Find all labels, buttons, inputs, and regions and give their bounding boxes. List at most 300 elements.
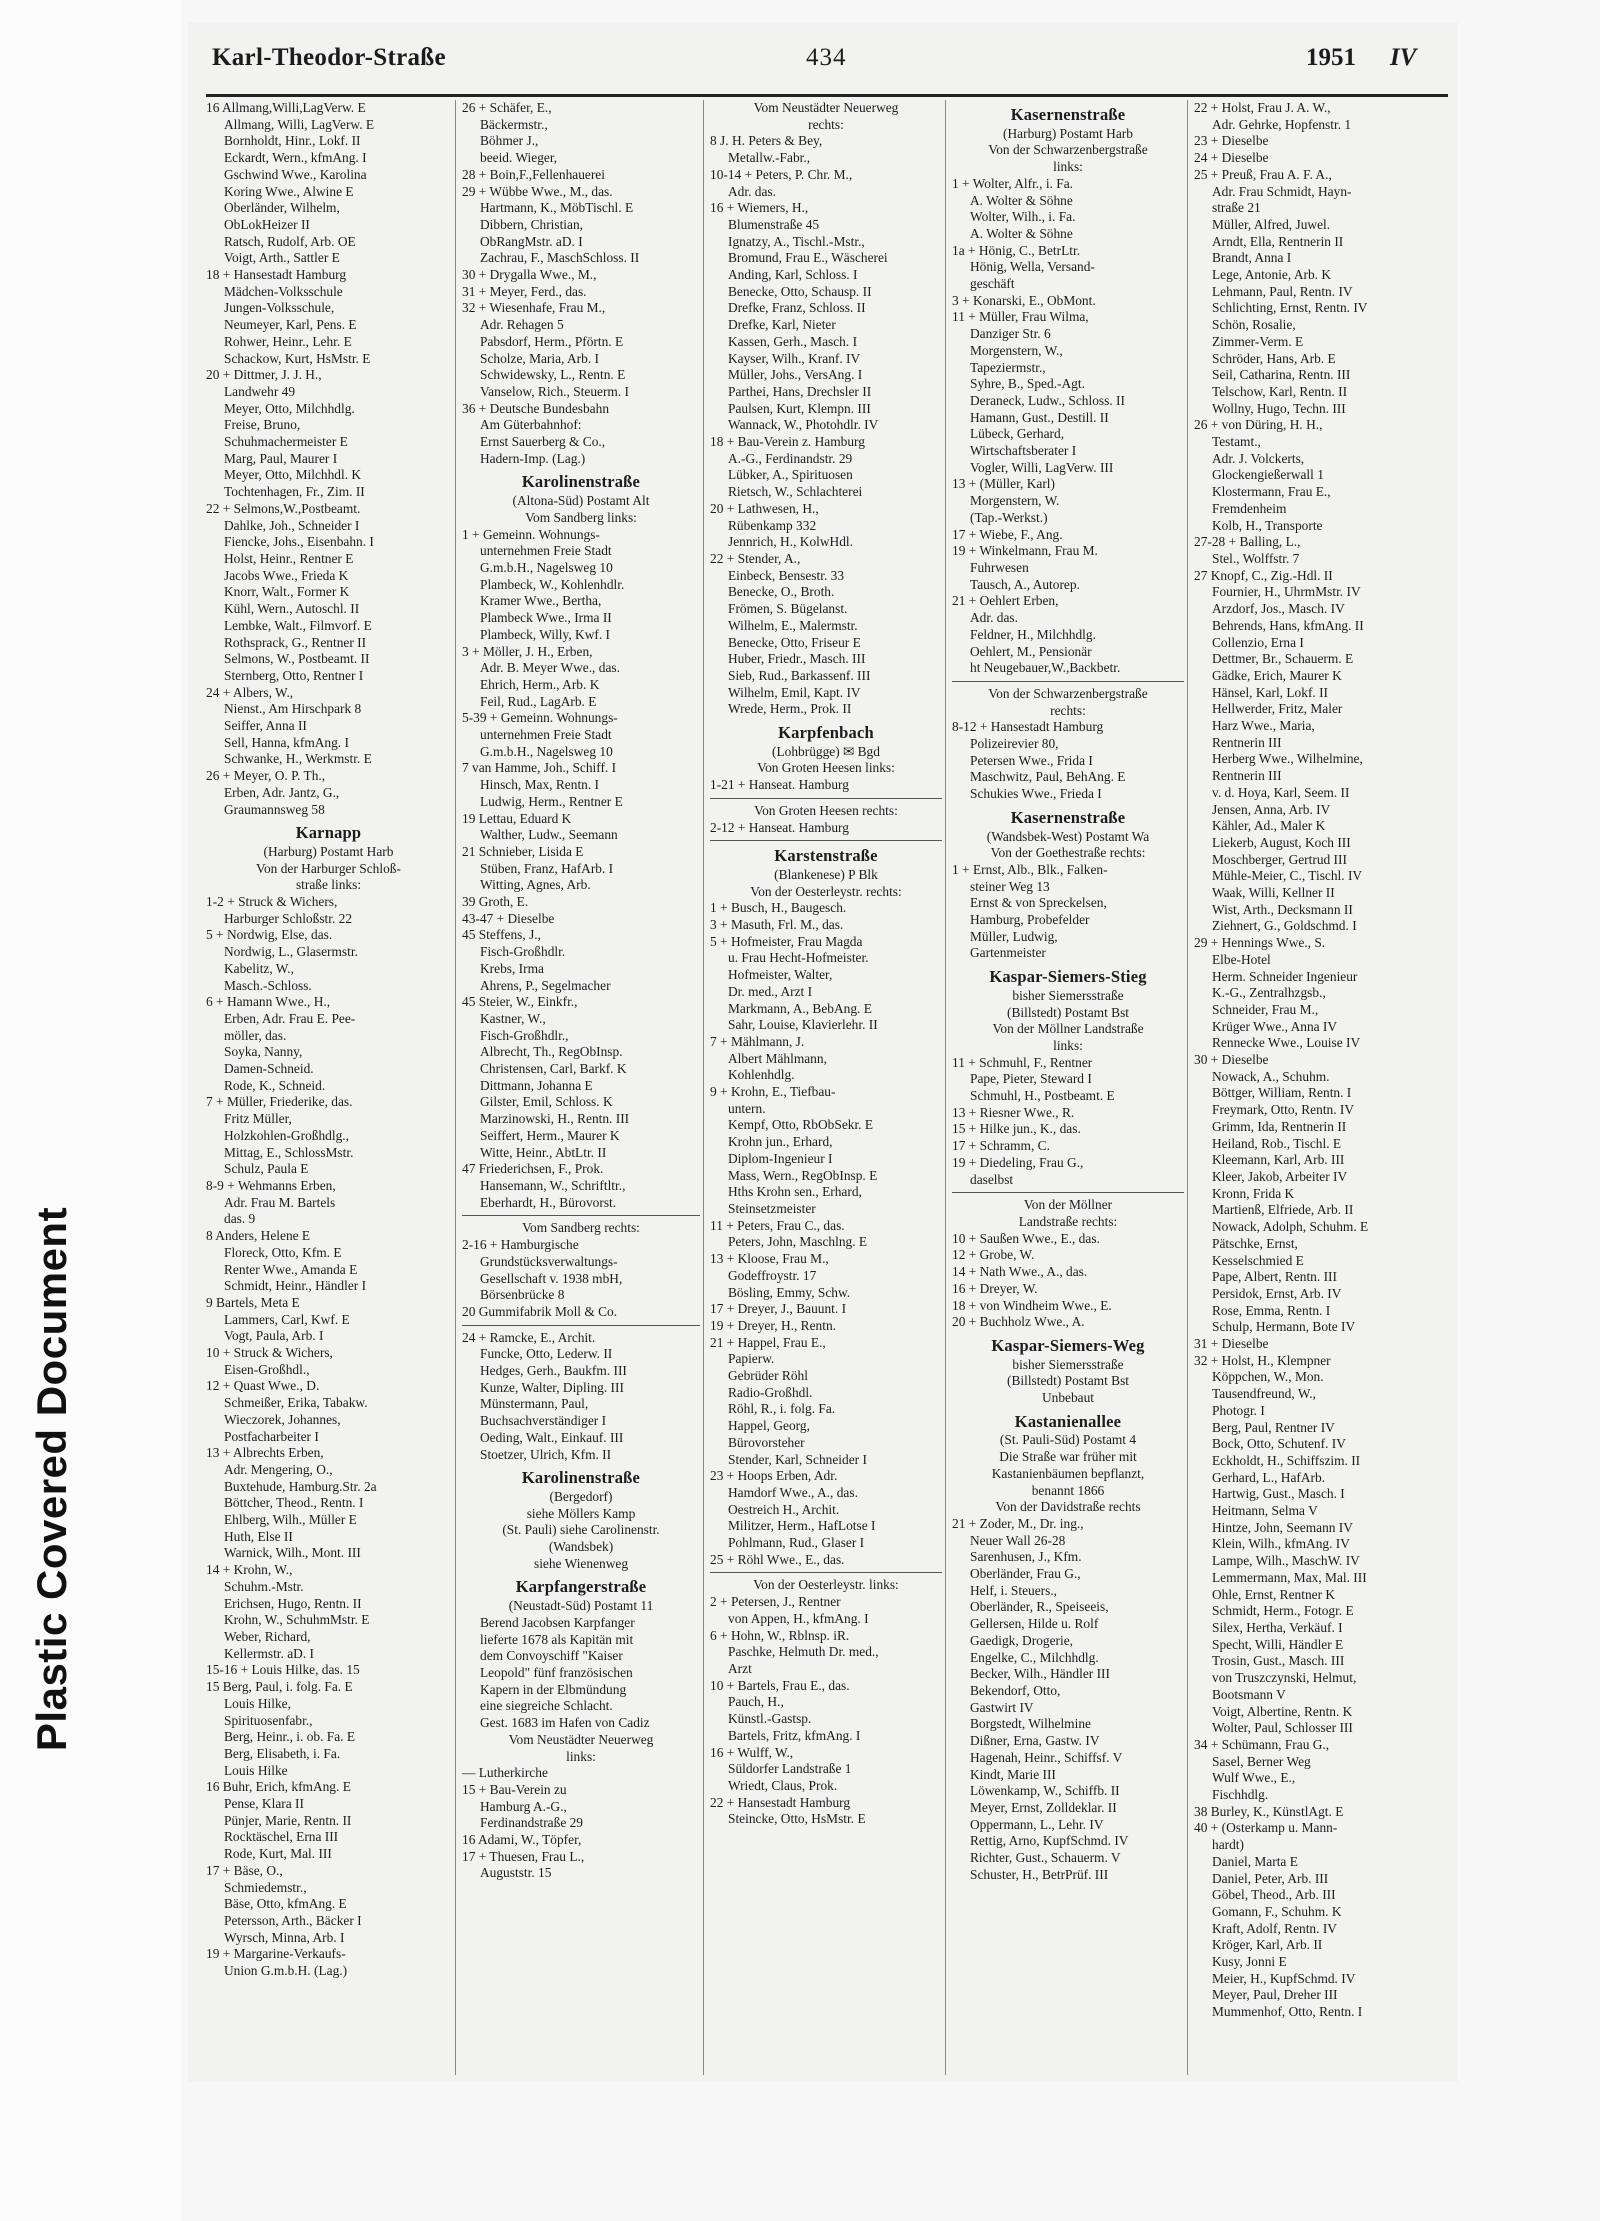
directory-entry: Plambeck, Willy, Kwf. I [480,626,610,642]
section-note: rechts: [808,116,844,132]
directory-entry: Pense, Klara II [224,1796,304,1812]
directory-entry: Morgenstern, W., [970,342,1063,358]
street-heading: Karolinenstraße [521,472,641,492]
directory-entry: 26 + Meyer, O. P. Th., [206,768,326,784]
directory-entry: Müller, Alfred, Juwel. [1212,216,1331,232]
directory-entry: 17 + Wiebe, F., Ang. [952,526,1063,542]
directory-entry: 1 + Gemeinn. Wohnungs- [462,526,600,542]
directory-entry: Berg, Elisabeth, i. Fa. [224,1745,341,1761]
directory-entry: Berend Jacobsen Karpfanger [480,1614,635,1630]
directory-entry: Berg, Paul, Rentner IV [1212,1419,1335,1435]
section-note: Von der Oesterleystr. links: [753,1577,899,1593]
directory-entry: Blumenstraße 45 [728,216,820,232]
directory-entry: Stüben, Franz, HafArb. I [480,860,614,876]
directory-entry: Persidok, Ernst, Arb. IV [1212,1285,1342,1301]
directory-entry: Schwanke, H., Werkmstr. E [224,751,372,767]
section-note: (St. Pauli-Süd) Postamt 4 [999,1432,1137,1448]
section-note: Von der Davidstraße rechts [995,1499,1141,1515]
street-heading: Kasernenstraße [1010,807,1126,827]
directory-entry: Ludwig, Herm., Rentner E [480,793,623,809]
directory-entry: Wriedt, Claus, Prok. [728,1777,838,1793]
directory-entry: Adr. J. Volckerts, [1212,450,1305,466]
directory-entry: 27-28 + Balling, L., [1194,534,1301,550]
directory-entry: Rentnerin III [1212,768,1282,784]
directory-entry: Hänsel, Karl, Lokf. II [1212,684,1329,700]
plastic-covered-label: Plastic Covered Document [28,1206,75,1752]
directory-entry: Kassen, Gerh., Masch. I [728,333,858,349]
directory-entry: Krüger Wwe., Anna IV [1212,1018,1338,1034]
directory-entry: Arzt [728,1660,752,1676]
directory-entry: Gebrüder Röhl [728,1368,808,1384]
directory-entry: Meyer, Otto, Milchhdl. K [224,467,362,483]
directory-entry: 16 + Wulff, W., [710,1744,794,1760]
column-5 [1187,100,1447,2075]
directory-entry: Gomann, F., Schuhm. K [1212,1903,1342,1919]
directory-entry: 38 Burley, K., KünstlAgt. E [1194,1803,1344,1819]
directory-entry: Künstl.-Gastsp. [728,1711,812,1727]
directory-entry: Silex, Hertha, Verkäuf. I [1212,1619,1343,1635]
directory-entry: 16 Allmang,Willi,LagVerw. E [206,100,366,115]
directory-entry: 17 + Thuesen, Frau L., [462,1848,585,1864]
directory-entry: Hamburg, Probefelder [970,912,1090,928]
directory-entry: Adr. das. [970,610,1018,626]
directory-entry: A. Wolter & Söhne [970,192,1073,208]
directory-entry: Ernst Sauerberg & Co., [480,434,606,450]
directory-entry: 47 Friederichsen, F., Prok. [462,1161,604,1177]
directory-entry: Photogr. I [1212,1402,1265,1418]
directory-entry: Kempf, Otto, RbObSekr. E [728,1117,874,1133]
directory-entry: Mummenhof, Otto, Rentn. I [1212,2004,1363,2020]
directory-entry: Richter, Gust., Schauerm. V [970,1850,1121,1866]
directory-entry: G.m.b.H., Nagelsweg 10 [480,743,613,759]
section-note: links: [1053,159,1083,175]
directory-entry: Ehlberg, Wilh., Müller E [224,1512,357,1528]
directory-entry: Adr. Gehrke, Hopfenstr. 1 [1212,116,1352,132]
directory-entry: Gilster, Emil, Schloss. K [480,1094,613,1110]
directory-entry: Sternberg, Otto, Rentner I [224,667,364,683]
directory-entry: Meier, H., KupfSchmd. IV [1212,1970,1356,1986]
section-note: (Altona-Süd) Postamt Alt [512,493,650,509]
directory-entry: Radio-Großhdl. [728,1384,813,1400]
directory-entry: Dettmer, Br., Schauerm. E [1212,651,1354,667]
directory-entry: 29 + Wübbe Wwe., M., das. [462,183,613,199]
directory-entry: 3 + Möller, J. H., Erben, [462,643,593,659]
directory-entry: Trosin, Gust., Masch. III [1212,1653,1345,1669]
directory-entry: Sasel, Berner Weg [1212,1753,1311,1769]
directory-entry: A.-G., Ferdinandstr. 29 [728,450,853,466]
directory-entry: Voigt, Albertine, Rentn. K [1212,1703,1353,1719]
directory-entry: Liekerb, August, Koch III [1212,834,1351,850]
directory-entry: Daniel, Marta E [1212,1853,1298,1869]
directory-entry: Benecke, Otto, Friseur E [728,634,861,650]
directory-entry: Harz Wwe., Maria, [1212,718,1315,734]
section-note: benannt 1866 [1031,1482,1105,1498]
directory-entry: 18 + Bau-Verein z. Hamburg [710,434,865,450]
directory-entry: 11 + Schmuhl, F., Rentner [952,1054,1093,1070]
directory-entry: unternehmen Freie Stadt [480,727,612,743]
directory-entry: dem Convoyschiff "Kaiser [480,1648,623,1664]
directory-entry: von Appen, H., kfmAng. I [728,1610,869,1626]
directory-entry: möller, das. [224,1027,287,1043]
directory-entry: Collenzio, Erna I [1212,634,1304,650]
directory-entry: Bootsmann V [1212,1686,1286,1702]
directory-entry: Hofmeister, Walter, [728,967,833,983]
directory-entry: das. 9 [224,1211,256,1227]
directory-entry: Rennecke Wwe., Louise IV [1212,1035,1361,1051]
directory-entry: Pätschke, Ernst, [1212,1235,1298,1251]
directory-entry: Hamburg A.-G., [480,1798,567,1814]
directory-entry: 22 + Holst, Frau J. A. W., [1194,100,1331,115]
directory-entry: Wilhelm, E., Malermstr. [728,617,858,633]
directory-entry: Bösling, Emmy, Schw. [728,1284,851,1300]
directory-entry: Gädke, Erich, Maurer K [1212,667,1342,683]
directory-entry: Kähler, Ad., Maler K [1212,818,1326,834]
directory-entry: 14 + Nath Wwe., A., das. [952,1264,1088,1280]
directory-entry: daselbst [970,1171,1014,1187]
street-heading: Karnapp [295,823,362,843]
directory-entry: Pape, Albert, Rentn. III [1212,1269,1337,1285]
directory-entry: Landwehr 49 [224,383,296,399]
directory-entry: Bartels, Fritz, kfmAng. I [728,1727,861,1743]
directory-entry: 23 + Dieselbe [1194,133,1269,149]
directory-entry: Lemmermann, Max, Mal. III [1212,1569,1367,1585]
directory-entry: 26 + von Düring, H. H., [1194,417,1323,433]
directory-entry: Marg, Paul, Maurer I [224,450,338,466]
directory-entry: 16 + Dreyer, W. [952,1280,1038,1296]
directory-entry: Fritz Müller, [224,1111,292,1127]
directory-entry: Einbeck, Bensestr. 33 [728,567,845,583]
directory-entry: Rode, K., Schneid. [224,1077,326,1093]
directory-entry: Polizeirevier 80, [970,736,1059,752]
directory-entry: Dittmann, Johanna E [480,1077,593,1093]
directory-entry: Schneider, Frau M., [1212,1001,1319,1017]
section-note: Unbebaut [1041,1390,1095,1406]
directory-entry: 17 + Schramm, C. [952,1138,1050,1154]
directory-entry: Wollny, Hugo, Techn. III [1212,400,1346,416]
directory-entry: Hönig, Wella, Versand- [970,259,1095,275]
directory-entry: Masch.-Schloss. [224,977,312,993]
directory-entry: Hansemann, W., Schriftltr., [480,1178,626,1193]
directory-entry: 24 + Dieselbe [1194,150,1269,166]
directory-entry: Rode, Kurt, Mal. III [224,1846,332,1862]
directory-entry: Eckardt, Wern., kfmAng. I [224,150,367,166]
directory-entry: Holzkohlen-Großhdlg., [224,1127,349,1143]
directory-entry: Papierw. [728,1351,775,1367]
directory-entry: Plambeck Wwe., Irma II [480,610,612,626]
directory-entry: 7 + Mählmann, J. [710,1033,805,1049]
directory-entry: 21 + Happel, Frau E., [710,1334,826,1350]
directory-entry: Waak, Willi, Kellner II [1212,885,1335,901]
directory-entry: Schmuhl, H., Postbeamt. E [970,1088,1115,1104]
directory-entry: v. d. Hoya, Karl, Seem. II [1212,784,1350,800]
directory-entry: Louis Hilke, [224,1695,291,1711]
directory-entry: Bäckermstr., [480,116,548,132]
directory-entry: 9 Bartels, Meta E [206,1294,300,1310]
directory-entry: Meyer, Otto, Milchhdlg. [224,400,355,416]
directory-entry: 14 + Krohn, W., [206,1562,293,1578]
directory-entry: hardt) [1212,1837,1244,1853]
directory-entry: 18 + von Windheim Wwe., E. [952,1297,1112,1313]
directory-entry: Wolter, Paul, Schlosser III [1212,1720,1353,1736]
column-2 [455,100,704,2075]
directory-entry: Pape, Pieter, Steward I [970,1071,1092,1087]
directory-entry: Kayser, Wilh., Kranf. IV [728,350,861,366]
section-rule [710,1572,942,1573]
page-number: 434 [806,44,847,71]
directory-entry: Kröger, Karl, Arb. II [1212,1937,1323,1953]
section-note: siehe Möllers Kamp [526,1505,636,1521]
directory-entry: Nordwig, L., Glasermstr. [224,944,358,960]
directory-entry: Wrede, Herm., Prok. II [728,701,852,717]
section-rule [952,1192,1184,1193]
directory-entry: 10-14 + Peters, P. Chr. M., [710,166,853,182]
directory-entry: 31 + Meyer, Ferd., das. [462,283,587,299]
directory-entry: Arndt, Ella, Rentnerin II [1212,233,1344,249]
directory-entry: Schuhmachermeister E [224,434,348,450]
directory-entry: G.m.b.H., Nagelsweg 10 [480,559,613,575]
directory-entry: Fiencke, Johs., Eisenbahn. I [224,534,374,550]
directory-entry: Adr. Rehagen 5 [480,317,564,333]
directory-entry: 24 + Ramcke, E., Archit. [462,1329,596,1345]
directory-entry: Adr. Mengering, O., [224,1461,333,1477]
directory-entry: Witte, Heinr., AbtLtr. II [480,1144,607,1160]
directory-entry: Dr. med., Arzt I [728,983,813,999]
directory-entry: Meyer, Ernst, Zolldeklar. II [970,1799,1117,1815]
directory-entry: Benecke, O., Broth. [728,584,835,600]
directory-entry: Danziger Str. 6 [970,326,1051,342]
directory-entry: Wulf Wwe., E., [1212,1770,1296,1786]
directory-entry: Scholze, Maria, Arb. I [480,350,599,366]
directory-entry: straße 21 [1212,200,1261,216]
section-note: (Wandsbek-West) Postamt Wa [986,828,1150,844]
section-note: Von der Möllner Landstraße [992,1021,1144,1037]
directory-entry: Renter Wwe., Amanda E [224,1261,358,1277]
section-note: (Harburg) Postamt Harb [1003,125,1133,141]
directory-entry: Hagenah, Heinr., Schiffsf. V [970,1749,1123,1765]
volume-number: IV [1390,44,1417,71]
directory-entry: Kleemann, Karl, Arb. III [1212,1152,1345,1168]
directory-entry: 5 + Nordwig, Else, das. [206,927,333,943]
directory-entry: Albert Mählmann, [728,1050,827,1066]
directory-entry: Hadern-Imp. (Lag.) [480,450,586,466]
edition-year: 1951 [1306,44,1356,71]
directory-entry: 36 + Deutsche Bundesbahn [462,400,610,416]
directory-entry: 19 + Dreyer, H., Rentn. [710,1317,837,1333]
directory-entry: Nowack, A., Schuhm. [1212,1068,1330,1084]
directory-entry: Vogt, Paula, Arb. I [224,1328,324,1344]
directory-entry: Erichsen, Hugo, Rentn. II [224,1595,362,1611]
directory-entry: 13 + Riesner Wwe., R. [952,1104,1075,1120]
directory-entry: Erben, Adr. Frau E. Pee- [224,1010,356,1026]
directory-entry: Tausch, A., Autorep. [970,576,1080,592]
directory-entry: Nienst., Am Hirschpark 8 [224,701,362,717]
directory-entry: Adr. Frau Schmidt, Hayn- [1212,183,1352,199]
directory-entry: (Tap.-Werkst.) [970,509,1048,525]
directory-entry: Frömen, S. Bügelanst. [728,601,848,617]
directory-entry: Syhre, B., Sped.-Agt. [970,376,1085,392]
directory-entry: Meyer, Paul, Dreher III [1212,1987,1338,2003]
directory-entry: Glockengießerwall 1 [1212,467,1324,483]
directory-entry: Zimmer-Verm. E [1212,333,1304,349]
directory-entry: Tochtenhagen, Fr., Zim. II [224,484,365,500]
directory-entry: Kapern in der Elbmündung [480,1681,627,1697]
directory-entry: Dahlke, Joh., Schneider I [224,517,360,533]
directory-entry: Köppchen, W., Mon. [1212,1369,1324,1385]
directory-entry: 3 + Konarski, E., ObMont. [952,292,1096,308]
directory-entry: 12 + Grobe, W. [952,1247,1035,1263]
section-rule [710,798,942,799]
directory-entry: 13 + (Müller, Karl) [952,476,1055,492]
directory-entry: Hartmann, K., MöbTischl. E [480,200,634,216]
directory-entry: Gastwirt IV [970,1699,1034,1715]
directory-entry: untern. [728,1100,766,1116]
directory-entry: 21 + Zoder, M., Dr. ing., [952,1515,1084,1531]
directory-entry: Fuhrwesen [970,559,1029,575]
directory-entry: 21 Schnieber, Lisida E [462,843,584,859]
section-note: Von der Möllner [1023,1197,1113,1213]
directory-entry: 9 + Krohn, E., Tiefbau- [710,1084,836,1100]
section-note: bisher Siemersstraße [1012,987,1124,1003]
directory-entry: Steincke, Otto, HsMstr. E [728,1811,866,1827]
directory-entry: 31 + Dieselbe [1194,1336,1269,1352]
street-heading: Kaspar-Siemers-Weg [991,1335,1145,1355]
directory-entry: unternehmen Freie Stadt [480,543,612,559]
directory-entry: Auguststr. 15 [480,1865,552,1881]
directory-entry: Kohlenhdlg. [728,1067,795,1083]
directory-entry: Lembke, Walt., Filmvorf. E [224,617,372,633]
directory-entry: A. Wolter & Söhne [970,225,1073,241]
directory-entry: Oberländer, Wilhelm, [224,200,340,216]
section-note: Kastanienbäumen bepflanzt, [991,1465,1145,1481]
street-heading: Kastanienallee [1014,1411,1122,1431]
directory-entry: Kellermstr. aD. I [224,1645,314,1661]
directory-entry: Berg, Heinr., i. ob. Fa. E [224,1729,356,1745]
directory-entry: Moschberger, Gertrud III [1212,851,1347,867]
directory-entry: Bornholdt, Hinr., Lokf. II [224,133,361,149]
section-note: (Lohbrügge) ✉ Bgd [772,743,880,759]
directory-entry: Knorr, Walt., Former K [224,584,350,600]
directory-entry: Rentnerin III [1212,734,1282,750]
directory-entry: Benecke, Otto, Schausp. II [728,283,872,299]
directory-entry: Mass, Wern., RegObInsp. E [728,1167,878,1183]
directory-entry: Louis Hilke [224,1762,288,1778]
section-note: (Wandsbek) [548,1539,614,1555]
directory-entry: Christensen, Carl, Barkf. K [480,1061,627,1077]
directory-entry: 20 + Buchholz Wwe., A. [952,1314,1085,1330]
directory-entry: Wieczorek, Johannes, [224,1411,341,1427]
directory-entry: Eisen-Großhdl., [224,1361,310,1377]
directory-entry: Vanselow, Rich., Steuerm. I [480,383,630,399]
directory-entry: Voigt, Arth., Sattler E [224,250,340,266]
directory-entry: 6 + Hamann Wwe., H., [206,994,331,1010]
directory-entry: Erben, Adr. Jantz, G., [224,784,340,800]
directory-entry: Drefke, Karl, Nieter [728,317,836,333]
directory-entry: Kunze, Walter, Dipling. III [480,1379,624,1395]
section-note: bisher Siemersstraße [1012,1356,1124,1372]
directory-entry: Pabsdorf, Herm., Pförtn. E [480,333,624,349]
directory-entry: Union G.m.b.H. (Lag.) [224,1963,348,1979]
section-note: links: [566,1748,596,1764]
directory-entry: Neumeyer, Karl, Pens. E [224,317,357,333]
directory-entry: Selmons, W., Postbeamt. II [224,651,370,667]
directory-entry: 1a + Hönig, C., BetrLtr. [952,242,1081,258]
directory-entry: Börsenbrücke 8 [480,1287,565,1303]
directory-entry: Feldner, H., Milchhdlg. [970,626,1096,642]
directory-entry: Arzdorf, Jos., Masch. IV [1212,601,1345,617]
directory-entry: Lübker, A., Spirituosen [728,467,853,483]
directory-entry: Albrecht, Th., RegObInsp. [480,1044,623,1060]
directory-entry: Engelke, C., Milchhdlg. [970,1649,1099,1665]
directory-entry: Funcke, Otto, Lederw. II [480,1346,613,1362]
directory-entry: Ehrich, Herm., Arb. K [480,676,600,692]
directory-entry: 34 + Schümann, Frau G., [1194,1736,1330,1752]
directory-entry: Gesellschaft v. 1938 mbH, [480,1270,623,1286]
directory-entry: Dibbern, Christian, [480,216,584,232]
directory-entry: Jacobs Wwe., Frieda K [224,567,349,583]
directory-entry: 22 + Stender, A., [710,550,801,566]
page-header [206,34,1448,97]
directory-entry: Wyrsch, Minna, Arb. I [224,1929,345,1945]
street-heading: Kasernenstraße [1010,105,1126,124]
directory-entry: 16 Buhr, Erich, kfmAng. E [206,1779,351,1795]
directory-entry: Schröder, Hans, Arb. E [1212,350,1336,366]
section-note: Von Groten Heesen links: [757,760,895,776]
directory-entry: 21 + Oehlert Erben, [952,593,1059,609]
directory-entry: Fisch-Großhdlr. [480,944,566,960]
directory-entry: Gerhard, L., HafArb. [1212,1469,1326,1485]
section-note: rechts: [1050,702,1086,718]
directory-entry: Harburger Schloßstr. 22 [224,910,353,926]
directory-entry: 19 + Margarine-Verkaufs- [206,1946,346,1962]
directory-entry: 16 Adami, W., Töpfer, [462,1832,582,1848]
directory-entry: Rettig, Arno, KupfSchmd. IV [970,1833,1129,1849]
directory-entry: Ratsch, Rudolf, Arb. OE [224,233,356,249]
directory-entry: Gschwind Wwe., Karolina [224,166,367,182]
directory-entry: 8 J. H. Peters & Bey, [710,133,823,149]
directory-entry: 11 + Peters, Frau C., das. [710,1217,845,1233]
directory-entry: Herm. Schneider Ingenieur [1212,968,1358,984]
directory-entry: Wirtschaftsberater I [970,443,1077,459]
running-street-title: Karl-Theodor-Straße [212,44,446,71]
directory-entry: 13 + Albrechts Erben, [206,1445,324,1461]
directory-entry: Schmidt, Herm., Fotogr. E [1212,1603,1354,1619]
directory-entry: Grundstücksverwaltungs- [480,1253,618,1269]
directory-page [188,22,1458,2082]
directory-entry: Hedges, Gerh., Baukfm. III [480,1363,627,1379]
section-note: straße links: [295,877,362,893]
directory-entry: 40 + (Osterkamp u. Mann- [1194,1820,1338,1836]
directory-entry: 10 + Bartels, Frau E., das. [710,1677,850,1693]
directory-entry: 3 + Masuth, Frl. M., das. [710,917,844,933]
street-heading: Kaspar-Siemers-Stieg [989,967,1147,987]
directory-entry: Markmann, A., BebAng. E [728,1000,872,1016]
directory-entry: Böhmer J., [480,133,539,149]
directory-entry: Militzer, Herm., HafLotse I [728,1518,876,1534]
directory-entry: Schmidt, Heinr., Händler I [224,1278,367,1294]
directory-entry: 10 + Struck & Wichers, [206,1345,333,1361]
directory-entry: Diplom-Ingenieur I [728,1150,833,1166]
directory-entry: 2-12 + Hanseat. Hamburg [710,819,849,835]
directory-entry: 17 + Bäse, O., [206,1862,283,1878]
directory-entry: Herberg Wwe., Wilhelmine, [1212,751,1363,767]
directory-entry: Wannack, W., Photohdlr. IV [728,417,879,433]
directory-entry: Schön, Rosalie, [1212,317,1296,333]
directory-entry: 2 + Petersen, J., Rentner [710,1594,841,1610]
directory-entry: Peters, John, Maschlng. E [728,1234,868,1250]
directory-entry: 20 + Lathwesen, H., [710,500,819,516]
directory-entry: Buxtehude, Hamburg.Str. 2a [224,1478,377,1494]
directory-entry: K.-G., Zentralhzgsb., [1212,985,1326,1001]
